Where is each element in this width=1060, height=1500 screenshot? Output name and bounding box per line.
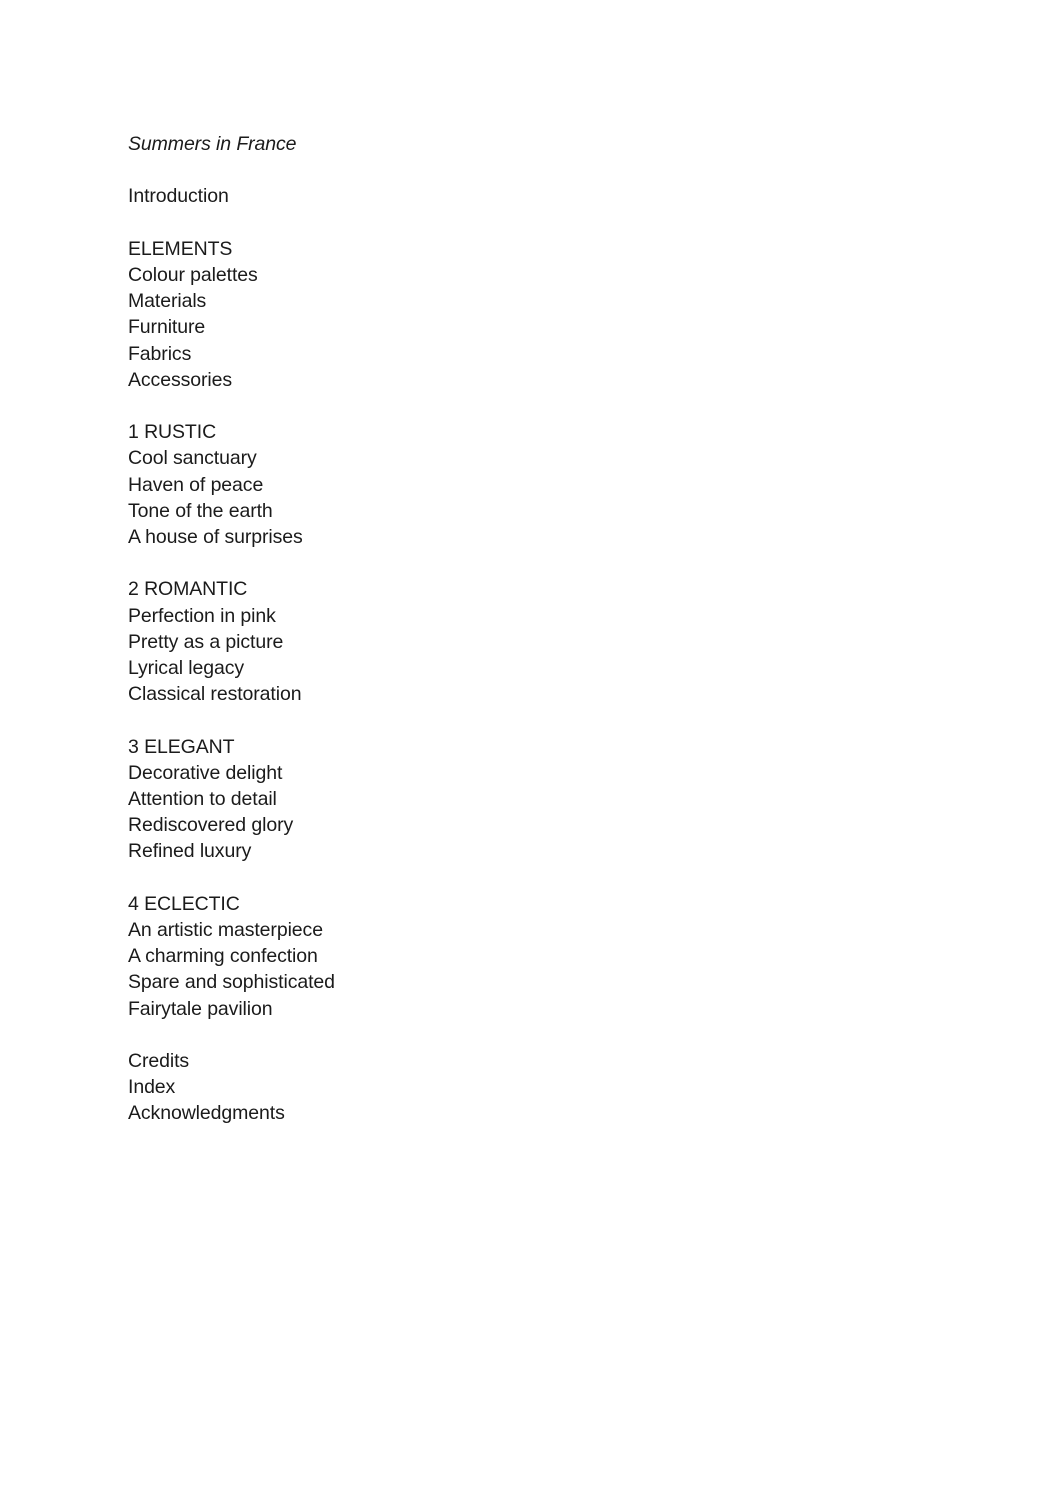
toc-entry: Cool sanctuary bbox=[128, 447, 257, 470]
section-heading: 4 ECLECTIC bbox=[128, 892, 240, 915]
toc-entry: Classical restoration bbox=[128, 683, 302, 706]
toc-section-introduction bbox=[128, 183, 335, 209]
toc-entry: Acknowledgments bbox=[128, 1102, 285, 1125]
toc-entry: Colour palettes bbox=[128, 263, 258, 286]
toc-section-rustic bbox=[128, 419, 335, 550]
toc-entry: Materials bbox=[128, 290, 207, 313]
toc-entry: Haven of peace bbox=[128, 473, 264, 496]
table-of-contents bbox=[128, 131, 335, 1127]
toc-entry: Index bbox=[128, 1076, 176, 1099]
toc-entry: Spare and sophisticated bbox=[128, 971, 335, 994]
toc-entry: Fabrics bbox=[128, 342, 192, 365]
toc-entry: Accessories bbox=[128, 368, 233, 391]
toc-entry: An artistic masterpiece bbox=[128, 919, 323, 941]
toc-section-elements bbox=[128, 236, 335, 393]
toc-entry: A house of surprises bbox=[128, 526, 303, 548]
toc-entry: A charming confection bbox=[128, 945, 318, 968]
book-title: Summers in France bbox=[128, 133, 297, 155]
section-heading: ELEMENTS bbox=[128, 237, 233, 260]
toc-section-romantic bbox=[128, 576, 335, 707]
section-heading: 3 ELEGANT bbox=[128, 735, 235, 758]
toc-entry: Introduction bbox=[128, 185, 229, 208]
toc-entry: Perfection in pink bbox=[128, 604, 276, 627]
toc-entry: Fairytale pavilion bbox=[128, 997, 273, 1020]
toc-entry: Tone of the earth bbox=[128, 499, 273, 522]
toc-entry: Pretty as a picture bbox=[128, 630, 284, 653]
title-section bbox=[128, 131, 335, 157]
toc-section-backmatter bbox=[128, 1048, 335, 1127]
toc-entry: Refined luxury bbox=[128, 840, 252, 863]
toc-section-elegant bbox=[128, 734, 335, 865]
section-heading: 1 RUSTIC bbox=[128, 421, 217, 444]
toc-entry: Decorative delight bbox=[128, 761, 283, 784]
toc-entry: Rediscovered glory bbox=[128, 814, 294, 837]
toc-entry: Lyrical legacy bbox=[128, 657, 245, 679]
toc-entry: Attention to detail bbox=[128, 788, 277, 810]
toc-entry: Credits bbox=[128, 1050, 190, 1072]
section-heading: 2 ROMANTIC bbox=[128, 578, 248, 601]
toc-section-eclectic bbox=[128, 891, 335, 1022]
toc-entry: Furniture bbox=[128, 316, 206, 339]
